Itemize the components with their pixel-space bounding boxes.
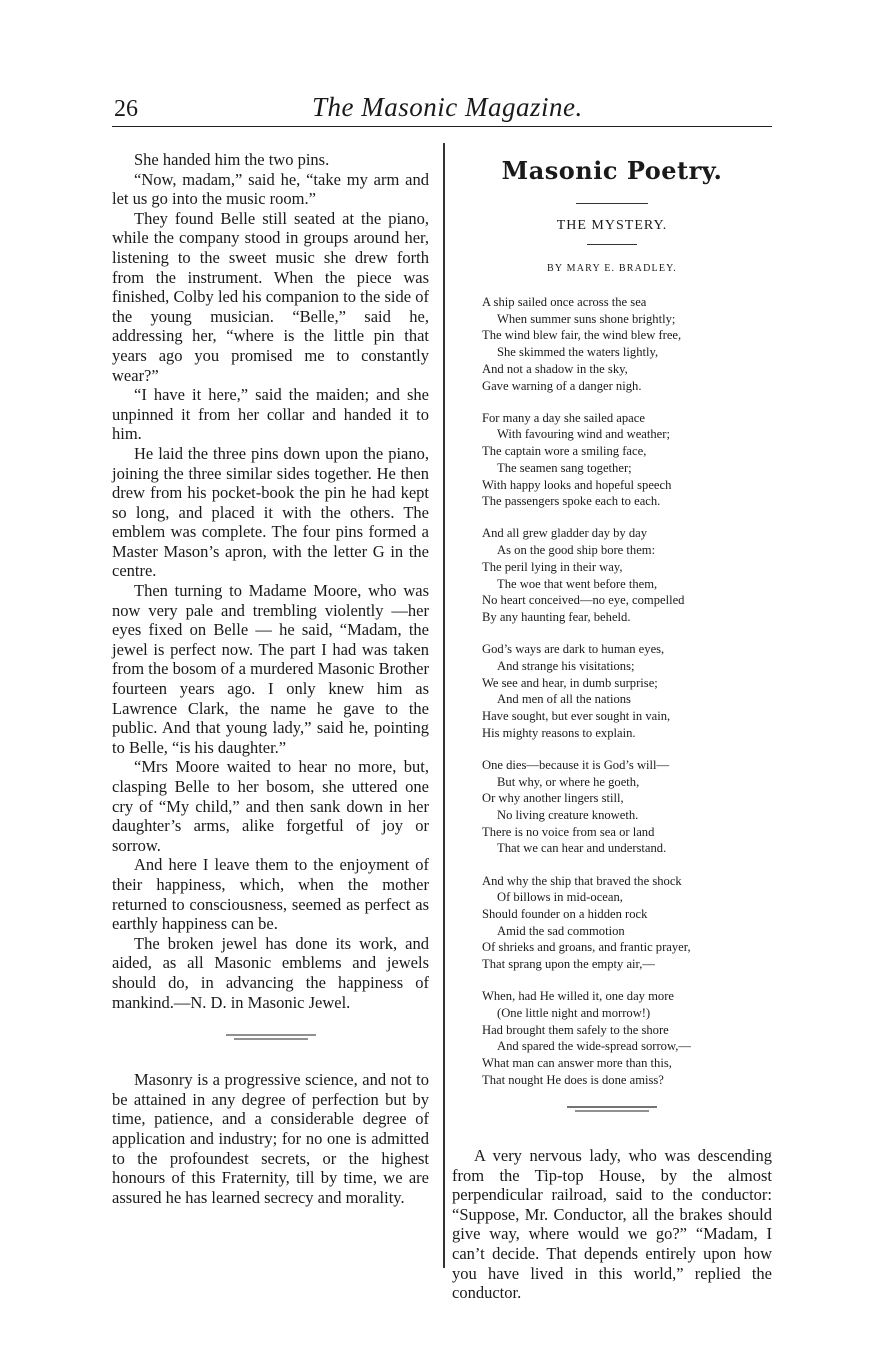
paragraph: She handed him the two pins.	[134, 150, 330, 169]
poem-stanza	[482, 757, 772, 857]
title-rule	[576, 203, 648, 204]
paragraph: “Mrs Moore waited to hear no more, but, clasping Belle to her bosom, she uttered one cry of “My child,” and then sank down in her daughter’s arms, alike forgetful of joy or sorrow.	[112, 757, 429, 855]
poem-stanza	[482, 641, 772, 741]
poem-line: When summer suns shone brightly;	[497, 311, 676, 326]
poem-line: God’s ways are dark to human eyes,	[482, 642, 665, 657]
paragraph: “I have it here,” said the maiden; and she unpinned it from her collar and handed it to him.	[112, 385, 429, 444]
paragraph: Then turning to Madame Moore, who was now very pale and trembling violently —her eyes fixed on Belle — he said, “Madam, the jewel is perfect now. The part I had was taken from the bosom of a murdered Masonic Brother fourteen years ago. I only knew him as Lawrence Clark, the name he gave to the public. And that young lady,” said he, pointing to Belle, “is his daughter.”	[112, 581, 429, 757]
poem-line: No heart conceived—no eye, compelled	[482, 593, 685, 608]
poem-line: Of billows in mid-ocean,	[497, 890, 623, 905]
poem-line: The wind blew fair, the wind blew free,	[482, 328, 682, 343]
paragraph: He laid the three pins down upon the piano, joining the three similar sides together. He then drew from his pocket-book the pin he had kept so long, and placed it with the others. The emblem was complete. The four pins formed a Master Mason’s apron, with the letter G in the centre.	[112, 443, 429, 581]
poem-line: And strange his visitations;	[497, 658, 635, 673]
poem-line: There is no voice from sea or land	[482, 824, 655, 839]
poem-stanza	[482, 873, 772, 973]
poem-line: We see and hear, in dumb surprise;	[482, 675, 658, 690]
poem-line: As on the good ship bore them:	[497, 543, 656, 558]
paragraph: They found Belle still seated at the piano, while the company stood in groups around her, listening to the sweet music she drew forth from the instrument. When the piece was finished, Colby led his companion to the side of the young musician. “Belle,” said he, addressing her, “where is the little pin that years ago you promised me to constantly wear?”	[112, 208, 429, 385]
poem-title: THE MYSTERY.	[556, 218, 668, 233]
poem-line: The passengers spoke each to each.	[482, 494, 661, 509]
poem-line: Amid the sad commotion	[497, 923, 625, 938]
running-title: The Masonic Magazine.	[312, 92, 583, 122]
poem-line: But why, or where he goeth,	[497, 774, 640, 789]
poem-line: And not a shadow in the sky,	[482, 361, 628, 376]
poem-line: And why the ship that braved the shock	[482, 873, 682, 888]
poem-line: (One little night and morrow!)	[497, 1006, 651, 1021]
poem-line: Of shrieks and groans, and frantic prayer,	[482, 940, 691, 955]
poem-stanza	[482, 294, 772, 394]
paragraph: The broken jewel has done its work, and aided, as all Masonic emblems and jewels should do, in advancing the happiness of mankind.—N. D. in Masonic Jewel.	[112, 933, 429, 1012]
poem-line: The seamen sang together;	[497, 460, 632, 475]
poem-line: No living creature knoweth.	[497, 807, 639, 822]
poem-title-rule	[587, 244, 637, 245]
right-column	[452, 150, 772, 1303]
story-text	[112, 150, 429, 1012]
poem-line: With happy looks and hopeful speech	[482, 477, 672, 492]
poem-byline: BY MARY E. BRADLEY.	[547, 263, 677, 274]
paragraph: And here I leave them to the enjoyment of their happiness, which, when the mother returned to consciousness, seemed as perfect as earthly happiness can be.	[112, 855, 429, 934]
poem-line: When, had He willed it, one day more	[482, 989, 674, 1004]
poem-line: Have sought, but ever sought in vain,	[482, 708, 671, 723]
separator-ornament	[567, 1104, 657, 1114]
page-header	[112, 92, 772, 127]
poem-line: What man can answer more than this,	[482, 1056, 672, 1071]
poem-line: Or why another lingers still,	[482, 791, 624, 806]
poem-line: She skimmed the waters lightly,	[497, 345, 659, 360]
poem-line: And all grew gladder day by day	[482, 526, 648, 541]
poem-body	[482, 294, 772, 1089]
separator-ornament	[226, 1032, 316, 1042]
poem-line: His mighty reasons to explain.	[482, 725, 636, 740]
column-divider	[443, 143, 445, 1268]
poem-line: That we can hear and understand.	[497, 841, 667, 856]
poem-stanza	[482, 410, 772, 510]
poem-stanza	[482, 988, 772, 1088]
left-column	[112, 150, 429, 1207]
poem-line: And spared the wide-spread sorrow,—	[497, 1039, 691, 1054]
poem-line: For many a day she sailed apace	[482, 410, 645, 425]
masonry-paragraph: Masonry is a progressive science, and not to be attained in any degree of perfection but by time, patience, and a considerable degree of application and industry; for no one is admitted to the profoundest secrets, or the highest honours of this Fraternity, till by time, we are assured he has learned secrecy and morality.	[112, 1070, 429, 1207]
anecdote-paragraph: A very nervous lady, who was descending from the Tip-top House, by the almost perpendicular railroad, said to the conductor: “Suppose, Mr. Conductor, all the brakes should give way, where would we go?” “Madam, I can’t decide. That depends entirely upon how you have lived in this world,” replied the conductor.	[452, 1146, 772, 1303]
poem-line: Gave warning of a danger nigh.	[482, 378, 642, 393]
poem-line: With favouring wind and weather;	[497, 427, 670, 442]
poem-line: One dies—because it is God’s will—	[482, 757, 670, 772]
poem-line: The captain wore a smiling face,	[482, 444, 647, 459]
section-title: Masonic Poetry.	[501, 156, 723, 185]
poem-line: That sprang upon the empty air,—	[482, 957, 655, 972]
poem-line: Had brought them safely to the shore	[482, 1022, 669, 1037]
poem-line: And men of all the nations	[497, 692, 631, 707]
poem-line: The woe that went before them,	[497, 576, 658, 591]
poem-line: By any haunting fear, beheld.	[482, 609, 631, 624]
poem-line: The peril lying in their way,	[482, 559, 623, 574]
poem-stanza	[482, 525, 772, 625]
poem-line: That nought He does is done amiss?	[482, 1072, 664, 1087]
page-number: 26	[114, 96, 138, 122]
poem-line: A ship sailed once across the sea	[482, 295, 647, 309]
paragraph: “Now, madam,” said he, “take my arm and let us go into the music room.”	[112, 169, 429, 209]
poem-line: Should founder on a hidden rock	[482, 907, 648, 921]
